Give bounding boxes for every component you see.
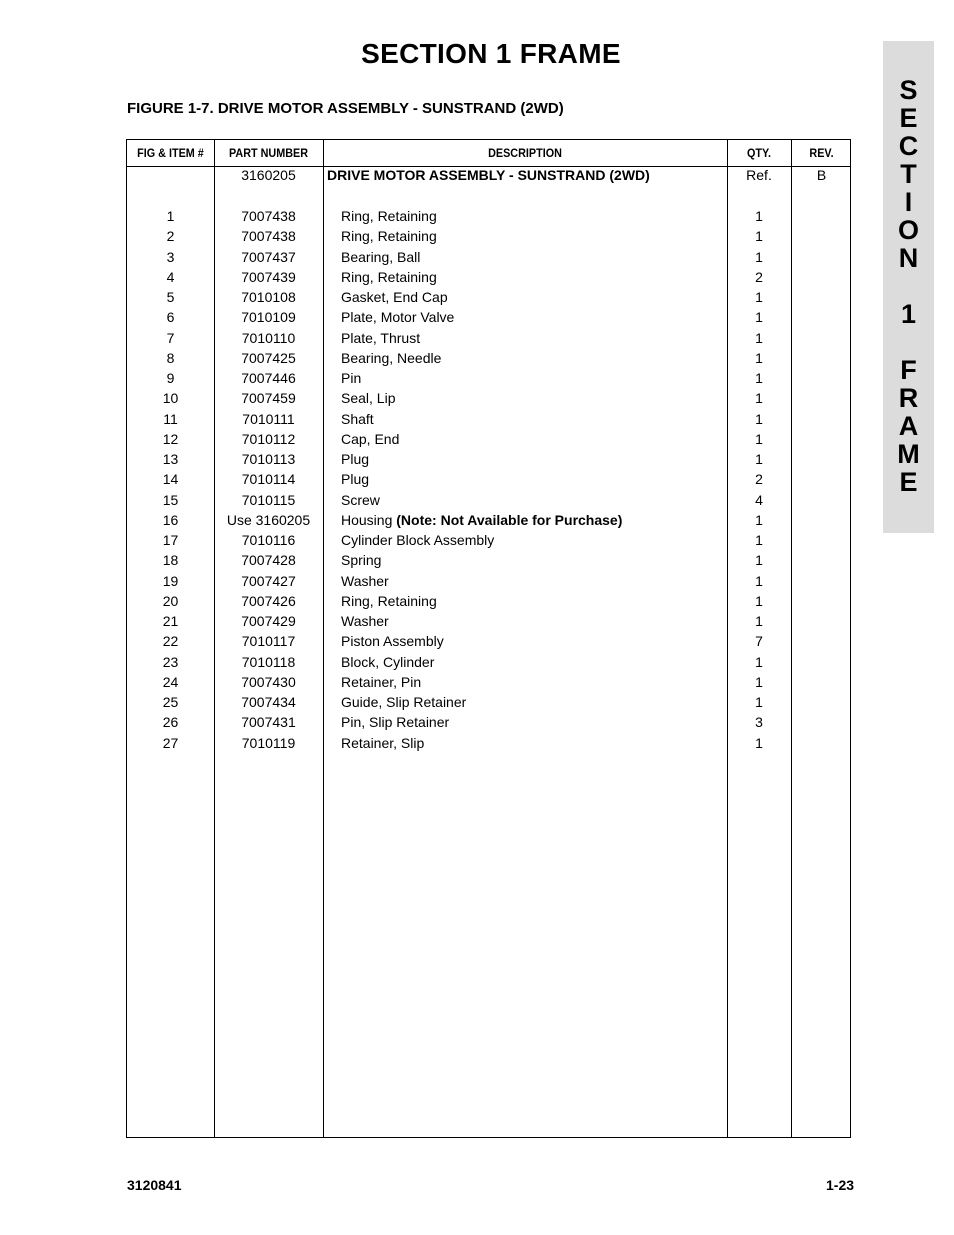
side-tab-letters <box>883 76 934 496</box>
description-text: Ring, Retaining <box>341 208 437 224</box>
fig-item-number: 10 <box>162 390 179 407</box>
part-description <box>341 287 448 307</box>
description-text: Plug <box>341 451 370 467</box>
table-row <box>127 287 852 307</box>
side-tab-letter: E <box>899 103 918 133</box>
part-description <box>341 348 441 368</box>
assembly-description: DRIVE MOTOR ASSEMBLY - SUNSTRAND (2WD) <box>327 167 650 183</box>
part-description <box>341 206 437 226</box>
quantity: 3 <box>755 714 763 731</box>
section-title: SECTION 1 FRAME <box>361 38 621 69</box>
description-text: Seal, Lip <box>341 390 396 407</box>
section-side-tab <box>883 41 934 533</box>
part-description <box>341 328 420 348</box>
fig-item-number: 6 <box>166 309 175 326</box>
fig-item-number: 1 <box>166 208 175 224</box>
table-row <box>127 307 852 327</box>
description-text: Shaft <box>341 410 374 427</box>
table-row <box>127 550 852 570</box>
description-text: Block, Cylinder <box>341 653 435 670</box>
part-description <box>341 267 437 287</box>
quantity: 1 <box>755 653 763 670</box>
header-fig-item: FIG & ITEM # <box>137 146 204 160</box>
table-row <box>127 631 852 651</box>
table-row <box>127 672 852 692</box>
fig-item-number: 11 <box>163 410 178 427</box>
part-number: 7010108 <box>241 289 296 305</box>
part-description <box>341 226 437 246</box>
fig-item-number: 8 <box>166 349 175 366</box>
quantity: 1 <box>755 592 763 609</box>
part-description <box>341 733 424 753</box>
table-row <box>127 469 852 489</box>
table-row <box>127 247 852 267</box>
side-tab-letter: E <box>899 467 918 497</box>
part-number: 7007428 <box>241 552 296 569</box>
side-tab-letter: A <box>898 411 919 441</box>
quantity: 1 <box>755 430 763 447</box>
table-row <box>127 206 852 226</box>
quantity: 1 <box>755 673 763 690</box>
table-row <box>127 449 852 469</box>
fig-item-number: 26 <box>162 714 179 731</box>
table-row <box>127 652 852 672</box>
table-row <box>127 388 852 408</box>
part-description <box>341 550 381 570</box>
side-tab-letter: N <box>898 243 919 273</box>
description-text: Ring, Retaining <box>341 268 437 285</box>
table-row <box>127 530 852 550</box>
side-tab-letter: O <box>897 215 919 245</box>
table-row <box>127 591 852 611</box>
part-description <box>341 712 449 732</box>
assembly-part-number: 3160205 <box>241 167 296 183</box>
part-description <box>341 388 395 408</box>
table-row <box>127 733 852 753</box>
part-description <box>341 409 374 429</box>
part-number: 7007439 <box>241 268 296 285</box>
fig-item-number: 15 <box>162 491 179 508</box>
quantity: 1 <box>755 289 763 305</box>
part-description <box>341 449 369 469</box>
quantity: 7 <box>755 633 763 650</box>
side-tab-letter: I <box>904 187 913 217</box>
quantity: 1 <box>755 734 763 751</box>
part-number: 7010109 <box>241 309 296 326</box>
description-text: Guide, Slip Retainer <box>341 694 467 710</box>
quantity: 4 <box>755 491 763 508</box>
part-description <box>341 611 389 631</box>
fig-item-number: 14 <box>162 471 179 488</box>
quantity: 1 <box>755 613 763 629</box>
description-text: Retainer, Pin <box>341 673 422 690</box>
fig-item-number: 7 <box>166 329 175 346</box>
description-text: Plate, Motor Valve <box>341 309 455 326</box>
table-row <box>127 692 852 712</box>
part-description <box>341 469 369 489</box>
part-number: 7007431 <box>241 714 296 731</box>
quantity: 1 <box>755 532 763 548</box>
description-text: Screw <box>341 491 380 508</box>
part-description <box>341 571 389 591</box>
table-row <box>127 510 852 530</box>
part-number: 7010115 <box>241 491 296 508</box>
header-description: DESCRIPTION <box>488 146 562 160</box>
side-tab-letter: C <box>898 131 919 161</box>
quantity: 1 <box>755 511 763 528</box>
part-description <box>341 652 434 672</box>
part-number: 7007438 <box>241 208 296 224</box>
fig-item-number: 20 <box>162 592 179 609</box>
fig-item-number: 2 <box>166 228 175 245</box>
fig-item-number: 5 <box>166 289 175 305</box>
assembly-qty: Ref. <box>746 167 772 183</box>
description-text: Cap, End <box>341 430 400 447</box>
table-row <box>127 712 852 732</box>
side-tab-letter <box>883 272 934 300</box>
part-description <box>341 307 454 327</box>
description-text: Housing <box>341 511 397 528</box>
table-row <box>127 348 852 368</box>
side-tab-letter: M <box>897 439 920 469</box>
table-row <box>127 267 852 287</box>
page-number: 1-23 <box>826 1177 855 1193</box>
part-description <box>341 631 444 651</box>
table-row <box>127 429 852 449</box>
description-text: Cylinder Block Assembly <box>341 532 495 548</box>
header-rev: REV. <box>809 146 834 160</box>
part-number: 7010116 <box>241 532 296 548</box>
fig-item-number: 18 <box>162 552 179 569</box>
fig-item-number: 17 <box>162 532 179 548</box>
quantity: 2 <box>755 268 763 285</box>
doc-number: 3120841 <box>127 1177 182 1193</box>
part-description <box>341 247 420 267</box>
table-row <box>127 611 852 631</box>
part-number: 7007438 <box>241 228 296 245</box>
quantity: 1 <box>755 451 763 467</box>
part-number: 7007425 <box>241 349 296 366</box>
part-number: 7010117 <box>241 633 296 650</box>
fig-item-number: 9 <box>166 370 175 386</box>
assembly-rev: B <box>816 167 827 183</box>
quantity: 1 <box>755 228 763 245</box>
description-text: Pin <box>341 370 362 386</box>
quantity: 1 <box>755 248 763 265</box>
part-number: 7010114 <box>241 471 296 488</box>
quantity: 1 <box>755 390 763 407</box>
description-text: Plug <box>341 471 370 488</box>
part-number: 7007434 <box>241 694 296 710</box>
part-description <box>341 490 380 510</box>
fig-item-number: 19 <box>162 572 179 589</box>
description-text: Washer <box>341 572 389 589</box>
table-row <box>127 490 852 510</box>
assembly-row <box>127 165 852 185</box>
fig-item-number: 13 <box>162 451 179 467</box>
description-text: Bearing, Needle <box>341 349 442 366</box>
quantity: 1 <box>755 552 763 569</box>
description-text: Piston Assembly <box>341 633 444 650</box>
quantity: 1 <box>755 370 763 386</box>
fig-item-number: 27 <box>162 734 179 751</box>
header-part-number: PART NUMBER <box>228 146 309 160</box>
part-number: 7007459 <box>241 390 296 407</box>
part-number: 7010112 <box>241 430 296 447</box>
side-tab-letter: T <box>900 159 917 189</box>
description-text: Pin, Slip Retainer <box>341 714 450 731</box>
description-text: Bearing, Ball <box>341 248 421 265</box>
part-number: 7010118 <box>241 653 296 670</box>
description-text: Ring, Retaining <box>341 228 437 245</box>
part-number: 7007430 <box>241 673 296 690</box>
part-number: 7010119 <box>241 734 296 751</box>
side-tab-letter <box>883 328 934 356</box>
part-description <box>341 510 622 530</box>
description-text: Gasket, End Cap <box>341 289 448 305</box>
quantity: 1 <box>755 410 763 427</box>
part-description <box>341 672 421 692</box>
part-number: 7010110 <box>241 329 296 346</box>
table-row <box>127 571 852 591</box>
fig-item-number: 16 <box>162 511 179 528</box>
fig-item-number: 25 <box>162 694 179 710</box>
quantity: 1 <box>755 208 763 224</box>
side-tab-letter: 1 <box>900 299 917 329</box>
table-row <box>127 368 852 388</box>
fig-item-number: 4 <box>166 268 175 285</box>
fig-item-number: 21 <box>162 613 179 629</box>
table-row <box>127 226 852 246</box>
part-number: 7007427 <box>241 572 296 589</box>
quantity: 1 <box>755 694 763 710</box>
part-number: 7007446 <box>241 370 296 386</box>
fig-item-number: 3 <box>166 248 175 265</box>
parts-table <box>126 139 851 1138</box>
description-text: Plate, Thrust <box>341 329 421 346</box>
fig-item-number: 22 <box>162 633 179 650</box>
side-tab-letter: R <box>898 383 919 413</box>
quantity: 1 <box>755 572 763 589</box>
quantity: 1 <box>755 329 763 346</box>
header-qty: QTY. <box>746 146 771 160</box>
figure-title: FIGURE 1-7. DRIVE MOTOR ASSEMBLY - SUNSTRAND (2WD) <box>127 100 564 117</box>
part-number: Use 3160205 <box>226 511 311 528</box>
part-description <box>341 591 437 611</box>
table-row <box>127 409 852 429</box>
description-text: Washer <box>341 613 389 629</box>
fig-item-number: 12 <box>162 430 179 447</box>
part-number: 7007429 <box>241 613 296 629</box>
part-number: 7010111 <box>242 410 295 427</box>
description-text: Spring <box>341 552 382 569</box>
description-text: Retainer, Slip <box>341 734 425 751</box>
part-description <box>341 692 466 712</box>
fig-item-number: 24 <box>162 673 179 690</box>
part-number: 7007437 <box>241 248 296 265</box>
part-number: 7007426 <box>241 592 296 609</box>
side-tab-letter: S <box>899 75 918 105</box>
description-text: Ring, Retaining <box>341 592 437 609</box>
part-number: 7010113 <box>241 451 296 467</box>
quantity: 2 <box>755 471 763 488</box>
part-description <box>341 530 494 550</box>
part-description <box>341 368 361 388</box>
side-tab-letter: F <box>900 355 917 385</box>
quantity: 1 <box>755 349 763 366</box>
description-note: (Note: Not Available for Purchase) <box>396 511 623 528</box>
quantity: 1 <box>755 309 763 326</box>
table-row <box>127 328 852 348</box>
part-description <box>341 429 399 449</box>
fig-item-number: 23 <box>162 653 179 670</box>
